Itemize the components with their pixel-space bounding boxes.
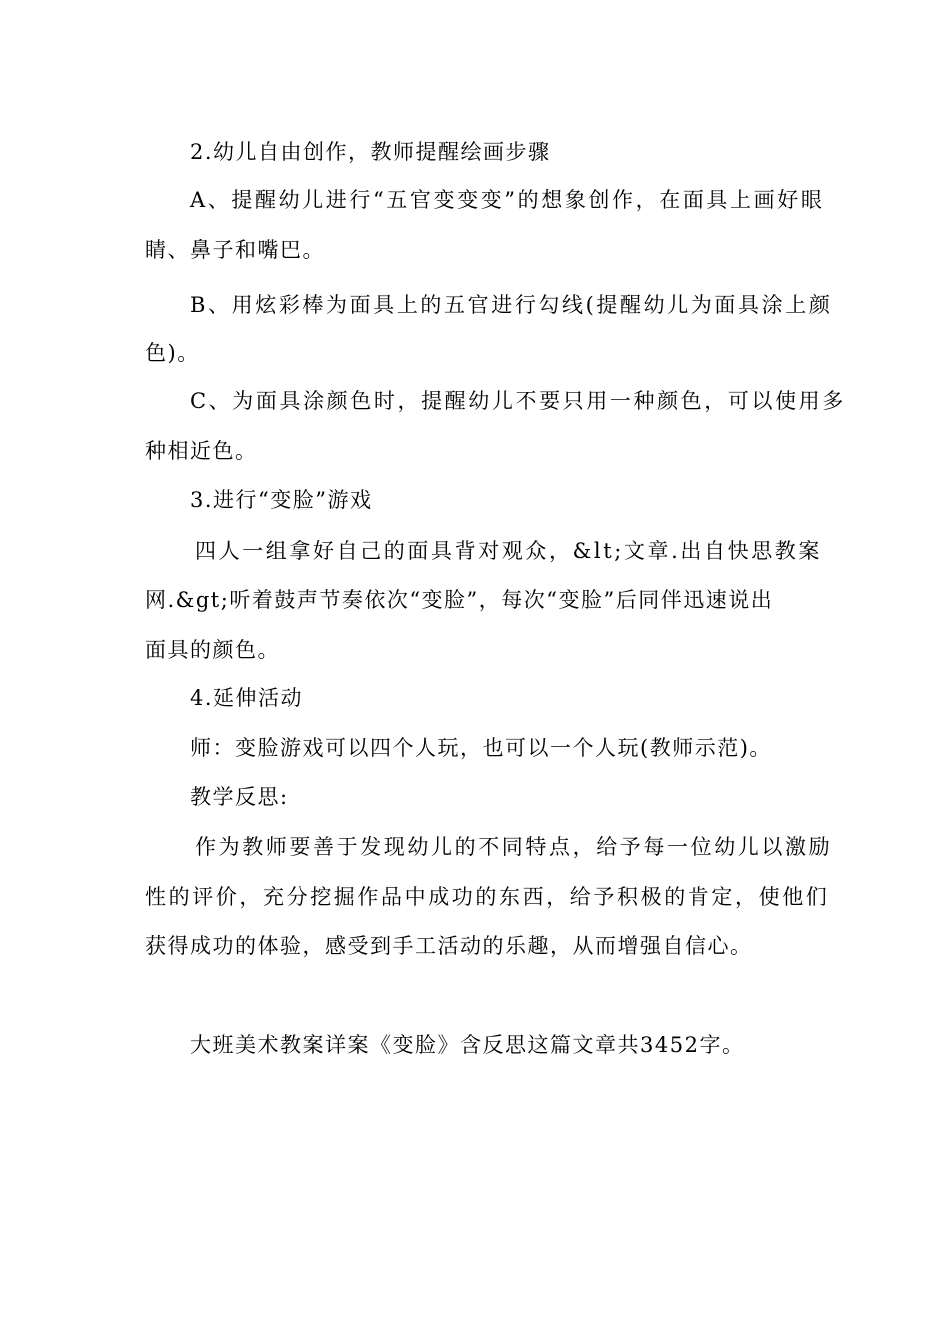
paragraph-b-line-1: B、用炫彩棒为面具上的五官进行勾线(提醒幼儿为面具涂上颜 bbox=[190, 293, 833, 317]
game-paragraph-line-2: 网.&gt;听着鼓声节奏依次“变脸”，每次“变脸”后同伴迅速说出 bbox=[145, 588, 774, 612]
paragraph-c-line-1: C、为面具涂颜色时，提醒幼儿不要只用一种颜色，可以使用多 bbox=[190, 389, 846, 413]
step-2-heading: 2.幼儿自由创作，教师提醒绘画步骤 bbox=[190, 140, 551, 164]
paragraph-b-line-2: 色)。 bbox=[145, 341, 200, 365]
game-paragraph-line-1: 四人一组拿好自己的面具背对观众，&lt;文章.出自快思教案 bbox=[195, 539, 822, 563]
paragraph-a-line-2: 睛、鼻子和嘴巴。 bbox=[145, 238, 325, 262]
reflection-paragraph-line-1: 作为教师要善于发现幼儿的不同特点，给予每一位幼儿以激励 bbox=[195, 835, 833, 859]
paragraph-a-line-1: A、提醒幼儿进行“五官变变变”的想象创作，在面具上画好眼 bbox=[190, 188, 825, 212]
extension-paragraph: 师：变脸游戏可以四个人玩，也可以一个人玩(教师示范)。 bbox=[190, 736, 772, 760]
reflection-heading: 教学反思: bbox=[190, 785, 289, 809]
step-4-heading: 4.延伸活动 bbox=[190, 686, 304, 710]
reflection-paragraph-line-2: 性的评价，充分挖掘作品中成功的东西，给予积极的肯定，使他们 bbox=[145, 885, 830, 909]
step-3-heading: 3.进行“变脸”游戏 bbox=[190, 488, 373, 512]
article-footer-note: 大班美术教案详案《变脸》含反思这篇文章共3452字。 bbox=[190, 1033, 745, 1057]
game-paragraph-line-3: 面具的颜色。 bbox=[145, 638, 280, 662]
paragraph-c-line-2: 种相近色。 bbox=[145, 439, 258, 463]
reflection-paragraph-line-3: 获得成功的体验，感受到手工活动的乐趣，从而增强自信心。 bbox=[145, 934, 753, 958]
